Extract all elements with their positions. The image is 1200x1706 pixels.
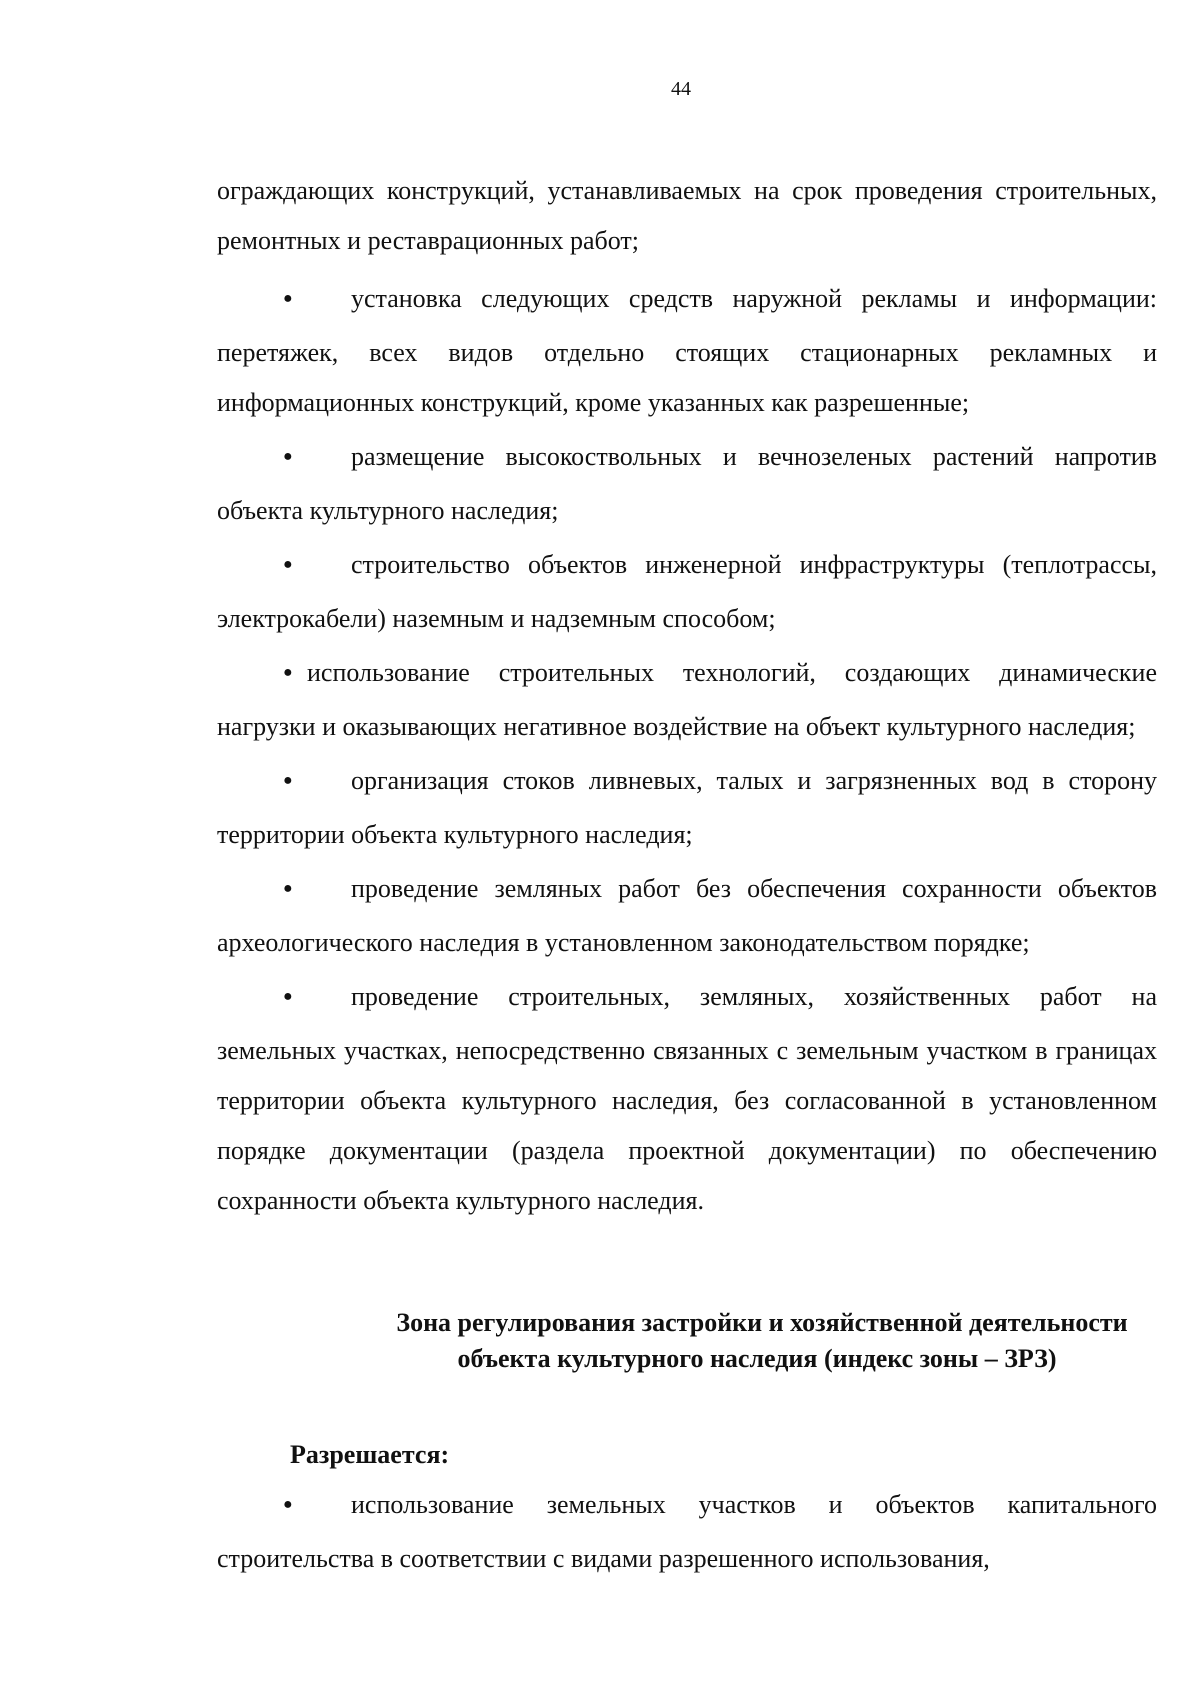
page-number: 44 xyxy=(671,78,691,100)
list-item xyxy=(217,540,1157,644)
bullet-icon xyxy=(217,1480,351,1534)
list-item-text: размещение высокоствольных и вечнозеленых растений напротив объекта культурного наследия; xyxy=(217,442,1157,525)
bullet-icon xyxy=(217,756,351,810)
list-item-text: использование земельных участков и объектов капитального строительства в соответствии с видами разрешенного использования, xyxy=(217,1490,1157,1573)
list-item xyxy=(217,274,1157,428)
list-item xyxy=(217,972,1157,1226)
list-body-2 xyxy=(217,1480,1157,1584)
section-heading xyxy=(217,1305,1157,1377)
section-heading-line1: Зона регулирования застройки и хозяйственной деятельности xyxy=(396,1308,1128,1337)
list-item-text: проведение строительных, земляных, хозяйственных работ на земельных участках, непосредственно связанных с земельным участком в границах территории объекта культурного наследия, без согласованной в установленном порядке документации (раздела проектной документации) по обеспечению сохранности объекта культурного наследия. xyxy=(217,982,1157,1215)
bullet-icon xyxy=(217,864,351,918)
list-item xyxy=(217,864,1157,968)
bullet-icon xyxy=(217,540,351,594)
list-item-text: установка следующих средств наружной рекламы и информации: перетяжек, всех видов отдельно стоящих стационарных рекламных и информационных конструкций, кроме указанных как разрешенные; xyxy=(217,284,1157,417)
list-item-text: организация стоков ливневых, талых и загрязненных вод в сторону территории объекта культурного наследия; xyxy=(217,766,1157,849)
list-item-text: использование строительных технологий, создающих динамические нагрузки и оказывающих негативное воздействие на объект культурного наследия; xyxy=(217,658,1157,741)
bullet-icon xyxy=(217,432,351,486)
list-item xyxy=(217,1480,1157,1584)
list-item xyxy=(217,648,1157,752)
list-item-text: строительство объектов инженерной инфраструктуры (теплотрассы, электрокабели) наземным и надземным способом; xyxy=(217,550,1157,633)
list-body xyxy=(217,166,1157,1226)
subheading: Разрешается: xyxy=(290,1440,450,1469)
section-heading-line2: объекта культурного наследия (индекс зоны – ЗРЗ) xyxy=(457,1344,1057,1373)
paragraph-continuation: ограждающих конструкций, устанавливаемых на срок проведения строительных, ремонтных и реставрационных работ; xyxy=(217,176,1157,255)
bullet-icon xyxy=(217,972,351,1026)
bullet-icon xyxy=(217,648,307,702)
list-item xyxy=(217,756,1157,860)
list-item-text: проведение земляных работ без обеспечения сохранности объектов археологического наследия в установленном законодательством порядке; xyxy=(217,874,1157,957)
list-item xyxy=(217,432,1157,536)
bullet-icon xyxy=(217,274,351,328)
